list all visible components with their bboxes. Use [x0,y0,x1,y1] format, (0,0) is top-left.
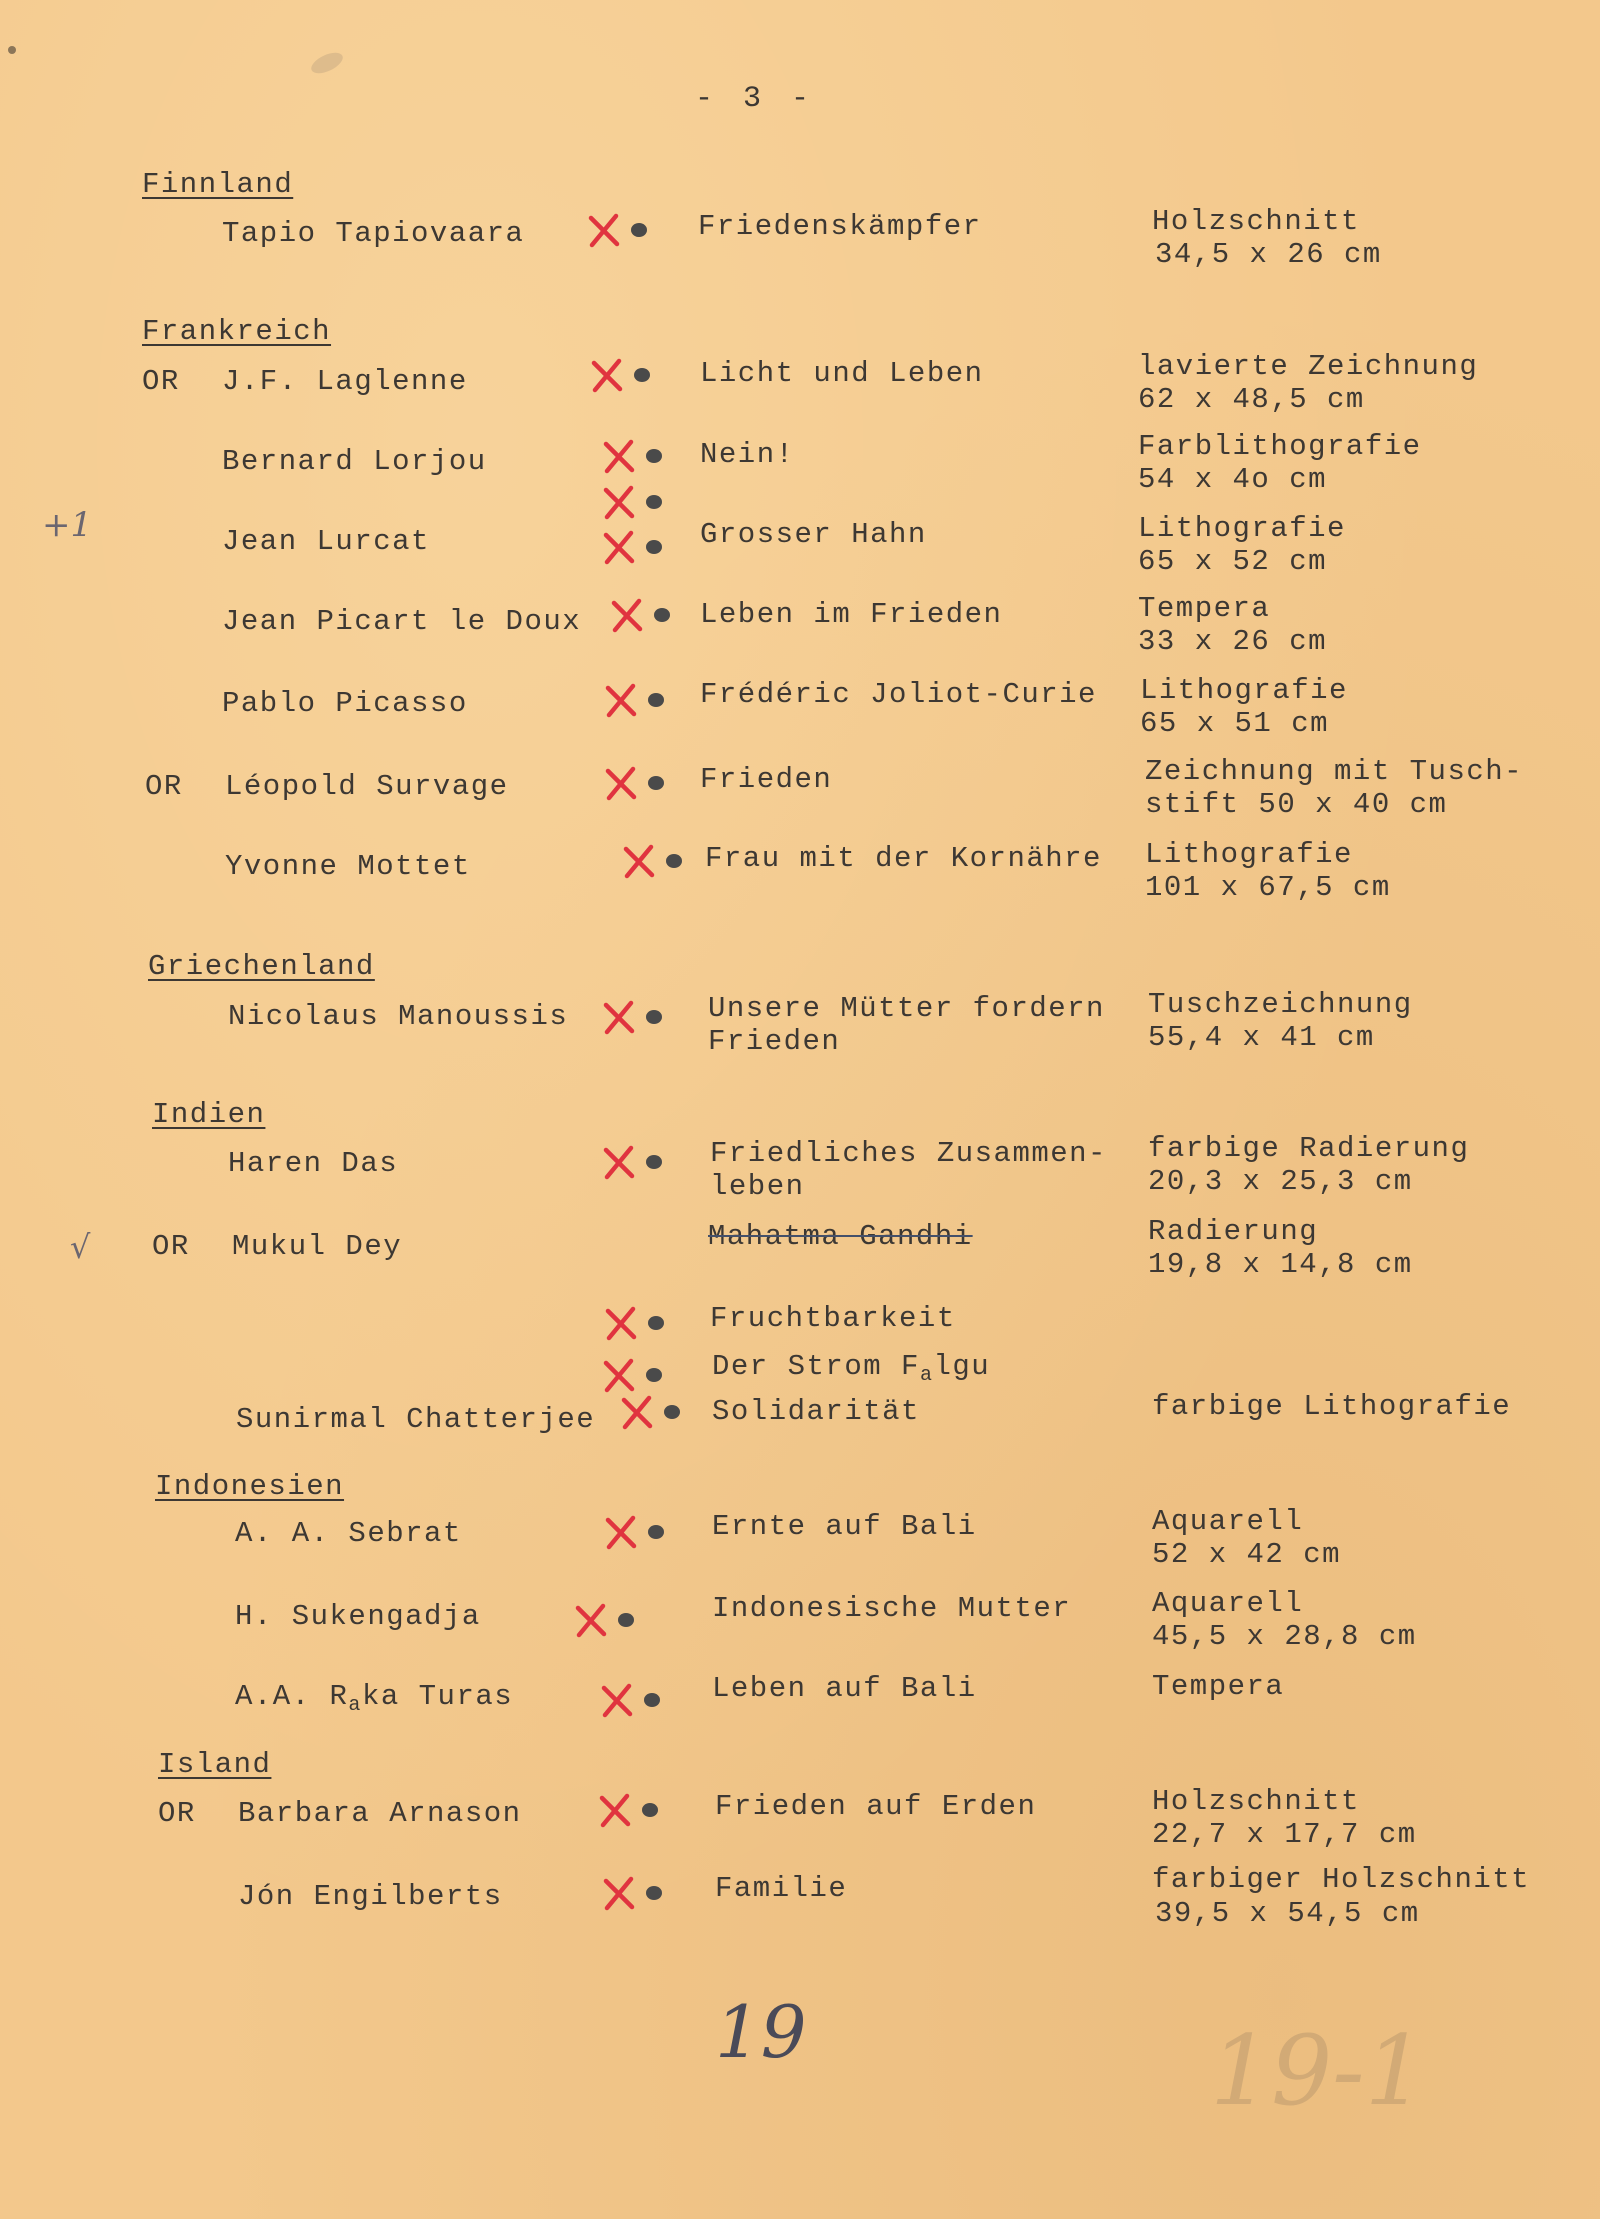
artwork-technique: Zeichnung mit Tusch- [1145,755,1524,788]
artist-name: Nicolaus Manoussis [228,1000,569,1033]
cross-and-dot-mark [600,1873,670,1913]
or-marker: OR [152,1230,190,1263]
or-marker: OR [142,365,180,398]
artist-name: J.F. Laglenne [222,365,468,398]
artwork-title: Indonesische Mutter [712,1592,1072,1625]
cross-and-dot-mark [600,997,670,1037]
or-marker: OR [158,1797,196,1830]
artwork-technique: lavierte Zeichnung [1138,350,1479,383]
margin-note-plus-one: +1 [42,505,93,545]
artist-name: Tapio Tapiovaara [222,217,525,250]
cross-and-dot-mark [620,841,690,881]
artwork-title: Leben auf Bali [712,1672,977,1705]
artwork-title: Familie [715,1872,848,1905]
margin-tick-mark: √ [70,1228,91,1266]
artwork-title-continued: leben [710,1170,805,1203]
artwork-technique: Aquarell [1152,1587,1304,1620]
cross-and-dot-mark [572,1600,642,1640]
artist-name: Léopold Survage [225,770,509,803]
artist-name: H. Sukengadja [235,1600,481,1633]
artwork-title: Frieden auf Erden [715,1790,1037,1823]
cross-and-dot-mark [618,1392,688,1432]
artwork-size: 22,7 x 17,7 cm [1152,1818,1417,1851]
cross-and-dot-mark [602,680,672,720]
cross-and-dot-mark [600,482,670,522]
cross-and-dot-mark [602,1303,672,1343]
artwork-title: Frau mit der Kornähre [705,842,1102,875]
artwork-technique: Tempera [1152,1670,1285,1703]
artwork-technique: Tuschzeichnung [1148,988,1413,1021]
cross-and-dot-mark [596,1790,666,1830]
artwork-size: 33 x 26 cm [1138,625,1328,658]
artist-name: Jean Picart le Doux [222,605,582,638]
artist-part: A.A. R [235,1680,349,1713]
artwork-technique: Tempera [1138,592,1271,625]
artist-name: Jón Engilberts [238,1880,503,1913]
country-heading-frankreich: Frankreich [142,315,332,348]
artwork-title: Frédéric Joliot-Curie [700,678,1097,711]
country-heading-griechenland: Griechenland [148,950,375,983]
cross-and-dot-mark [602,763,672,803]
cross-and-dot-mark [598,1680,668,1720]
or-marker: OR [145,770,183,803]
artwork-size: 20,3 x 25,3 cm [1148,1165,1413,1198]
artwork-technique: Lithografie [1140,674,1348,707]
artist-name: Pablo Picasso [222,687,468,720]
artwork-size: 62 x 48,5 cm [1138,383,1365,416]
artwork-technique: Lithografie [1138,512,1346,545]
artwork-technique: Farblithografie [1138,430,1422,463]
artwork-title: Unsere Mütter fordern [708,992,1105,1025]
artwork-size: 65 x 52 cm [1138,545,1328,578]
artist-name: Jean Lurcat [222,525,430,558]
artist-part: ka Turas [361,1680,514,1713]
artwork-title-struck-out: Mahatma Gandhi [708,1220,973,1253]
artwork-title: Nein! [700,438,795,471]
cross-and-dot-mark [602,1512,672,1552]
artwork-technique: Radierung [1148,1215,1319,1248]
artwork-title: Friedliches Zusammen- [710,1137,1107,1170]
cross-and-dot-mark [600,527,670,567]
artwork-technique: farbiger Holzschnitt [1152,1863,1531,1896]
artwork-technique: Holzschnitt [1152,1785,1360,1818]
artwork-technique: Lithografie [1145,838,1353,871]
artwork-size: 65 x 51 cm [1140,707,1330,740]
page-number: - 3 - [695,82,816,116]
artwork-technique: Holzschnitt [1152,205,1360,238]
cross-and-dot-mark [600,1355,670,1395]
cross-and-dot-mark [600,436,670,476]
title-part: Der Strom F [712,1350,920,1383]
artwork-size: 101 x 67,5 cm [1145,871,1391,904]
artwork-size: 34,5 x 26 cm [1155,238,1382,271]
artwork-size: 54 x 4o cm [1138,463,1328,496]
artwork-size: 55,4 x 41 cm [1148,1021,1375,1054]
artist-subscript: a [348,1694,362,1717]
cross-and-dot-mark [585,210,655,250]
country-heading-finnland: Finnland [142,168,294,201]
cross-and-dot-mark [600,1142,670,1182]
artwork-title: Grosser Hahn [700,518,927,551]
artwork-title: Licht und Leben [700,357,984,390]
handwritten-folio-number: 19 [715,1990,807,2074]
artwork-title: Solidarität [712,1395,920,1428]
artwork-size: 45,5 x 28,8 cm [1152,1620,1417,1653]
artist-name: Barbara Arnason [238,1797,522,1830]
artwork-title: Ernte auf Bali [712,1510,977,1543]
artwork-technique: Aquarell [1152,1505,1304,1538]
faint-pencil-mark: 19-1 [1210,2015,1426,2127]
artwork-title-continued: Frieden [708,1025,841,1058]
artwork-title: Fruchtbarkeit [710,1302,956,1335]
artist-name: Sunirmal Chatterjee [236,1403,596,1436]
artwork-size: 52 x 42 cm [1152,1538,1342,1571]
title-part: lgu [933,1350,991,1383]
country-heading-indonesien: Indonesien [155,1470,345,1503]
artwork-title: Leben im Frieden [700,598,1003,631]
artwork-technique: farbige Radierung [1148,1132,1470,1165]
artwork-title: Frieden [700,763,833,796]
artist-name: Mukul Dey [232,1230,403,1263]
title-subscript: a [919,1364,934,1387]
artist-name: Yvonne Mottet [225,850,471,883]
artwork-size: 19,8 x 14,8 cm [1148,1248,1413,1281]
cross-and-dot-mark [588,355,658,395]
paper-speck [8,46,16,54]
cross-and-dot-mark [608,595,678,635]
paper-smudge [308,49,346,78]
artist-name: Bernard Lorjou [222,445,487,478]
country-heading-island: Island [158,1748,272,1781]
artist-name: Haren Das [228,1147,399,1180]
artist-name: A. A. Sebrat [235,1517,462,1550]
artwork-size: 39,5 x 54,5 cm [1155,1897,1420,1930]
country-heading-indien: Indien [152,1098,266,1131]
artist-name [235,1680,513,1722]
artwork-title [712,1350,990,1392]
artwork-title: Friedenskämpfer [698,210,982,243]
artwork-technique: farbige Lithografie [1152,1390,1512,1423]
artwork-size: stift 50 x 40 cm [1145,788,1448,821]
